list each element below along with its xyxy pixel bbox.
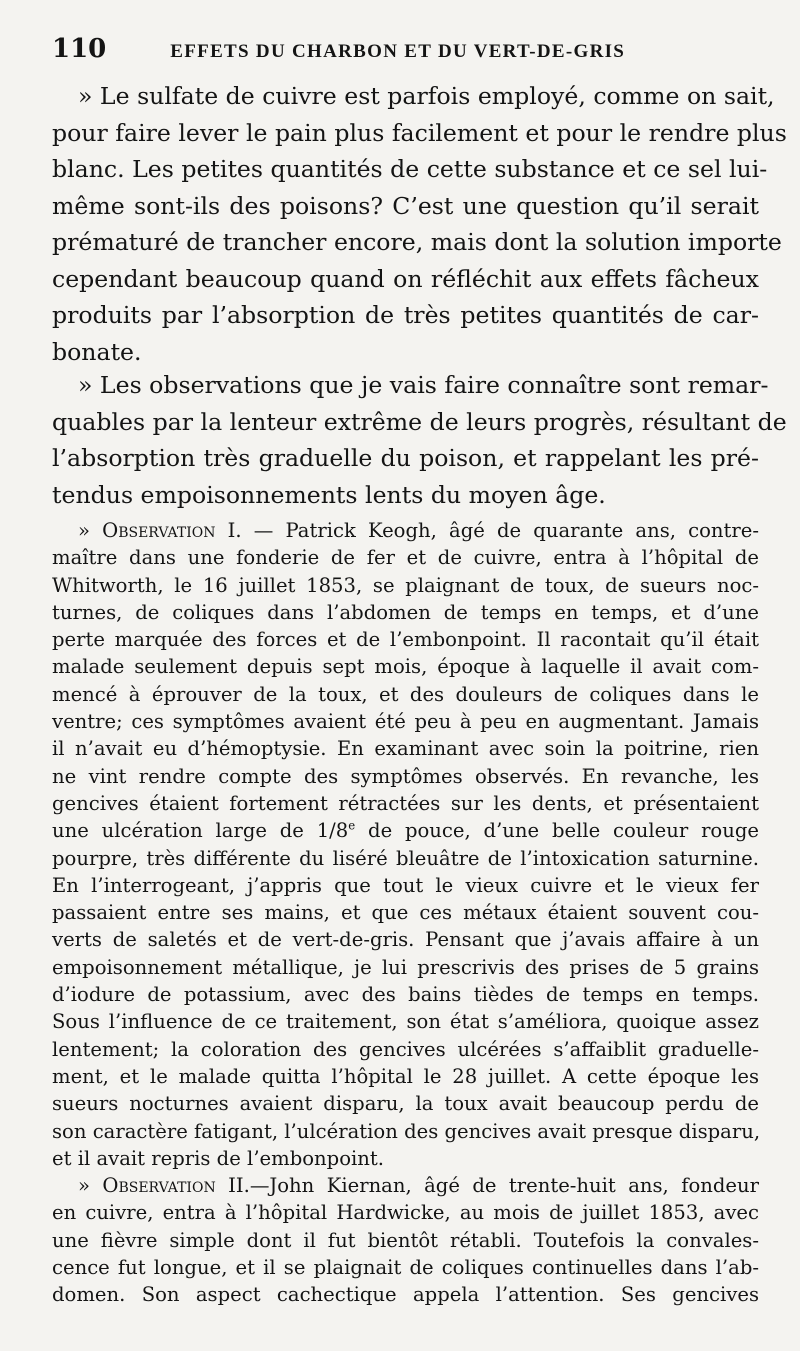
text-line: ventre; ces symptômes avaient été peu à peu en augmentant. Jamais [52,710,759,734]
text-line: Sous l’influence de ce traitement, son état s’améliora, quoique assez [52,1010,759,1034]
text-line: domen. Son aspect cachectique appela l’attention. Ses gencives [52,1283,759,1307]
text-line: » Les observations que je vais faire connaître sont remar- [78,371,769,399]
text-line: son caractère fatigant, l’ulcération des gencives avait presque disparu, [52,1119,761,1143]
page-number: 110 [52,34,107,64]
text-line: ne vint rendre compte des symptômes observés. En revanche, les [52,764,759,788]
text-line: lentement; la coloration des gencives ulcérées s’affaiblit graduelle- [52,1037,759,1061]
text-line: pour faire lever le pain plus facilement et pour le rendre plus [52,118,787,147]
text-line: il n’avait eu d’hémoptysie. En examinant avec soin la poitrine, rien [52,737,759,761]
running-head: EFFETS DU CHARBON ET DU VERT-DE-GRIS [170,41,626,62]
text-line: cependant beaucoup quand on réfléchit aux effets fâcheux [52,264,759,293]
text-line: gencives étaient fortement rétractées sur les dents, et présentaient [52,791,759,815]
observation-first-line: — Patrick Keogh, âgé de quarante ans, contre- [241,519,759,542]
text-line: d’iodure de potassium, avec des bains tièdes de temps en temps. [52,983,759,1007]
text-line [52,1172,759,1199]
text-line: sueurs nocturnes avaient disparu, la toux avait beaucoup perdu de [52,1092,759,1116]
text-line: maître dans une fonderie de fer et de cuivre, entra à l’hôpital de [52,546,759,570]
text-line: blanc. Les petites quantités de cette substance et ce sel lui- [52,155,768,183]
text-line: » Le sulfate de cuivre est parfois employé, comme on sait, [78,82,775,110]
text-line: une ulcération large de 1/8e de pouce, d’une belle couleur rouge [52,818,759,843]
text-line: malade seulement depuis sept mois, époque à laquelle il avait com- [52,655,759,679]
text-line: produits par l’absorption de très petites quantités de car- [52,301,759,329]
text-line: cence fut longue, et il se plaignait de coliques continuelles dans l’ab- [52,1255,759,1279]
text-line: quables par la lenteur extrême de leurs progrès, résultant de [52,407,787,436]
page-header [52,34,757,70]
text-line: même sont-ils des poisons? C’est une question qu’il serait [52,191,759,220]
text-line: Whitworth, le 16 juillet 1853, se plaignant de toux, de sueurs noc- [52,573,759,597]
paragraph-observations-intro [52,367,787,513]
text-line: pourpre, très différente du liséré bleuâtre de l’intoxication saturnine. [52,846,759,870]
text-line: et il avait repris de l’embonpoint. [52,1146,385,1170]
text-line: tendus empoisonnements lents du moyen âge. [52,480,606,509]
paragraph-observation-1 [52,517,759,1172]
observation-first-line: —John Kiernan, âgé de trente-huit ans, fondeur [249,1174,759,1197]
superscript: e [348,818,356,833]
observation-label: » Observation I. [78,519,242,542]
text-line: perte marquée des forces et de l’embonpoint. Il racontait qu’il était [52,628,759,652]
text-line: une fièvre simple dont il fut bientôt rétabli. Toutefois la convales- [52,1228,759,1252]
text-line: passaient entre ses mains, et que ces métaux étaient souvent cou- [52,901,759,925]
text-line [52,517,759,544]
text-line: prématuré de trancher encore, mais dont la solution importe [52,228,782,256]
text-line: l’absorption très graduelle du poison, et rappelant les pré- [52,444,759,472]
text-line: turnes, de coliques dans l’abdomen de temps en temps, et d’une [52,600,759,624]
text-line: mencé à éprouver de la toux, et des douleurs de coliques dans le [52,682,759,706]
paragraph-observation-2 [52,1172,759,1308]
text-line: ment, et le malade quitta l’hôpital le 28 juillet. A cette époque les [52,1064,759,1088]
text-line: En l’interrogeant, j’appris que tout le vieux cuivre et le vieux fer [52,873,759,897]
paragraph-sulfate [52,78,787,370]
text-line: verts de saletés et de vert-de-gris. Pensant que j’avais affaire à un [52,928,759,952]
text-line: bonate. [52,337,142,366]
observation-label: » Observation II. [78,1174,250,1197]
text-line: empoisonnement métallique, je lui prescrivis des prises de 5 grains [52,955,759,979]
text-line: en cuivre, entra à l’hôpital Hardwicke, au mois de juillet 1853, avec [52,1201,759,1225]
